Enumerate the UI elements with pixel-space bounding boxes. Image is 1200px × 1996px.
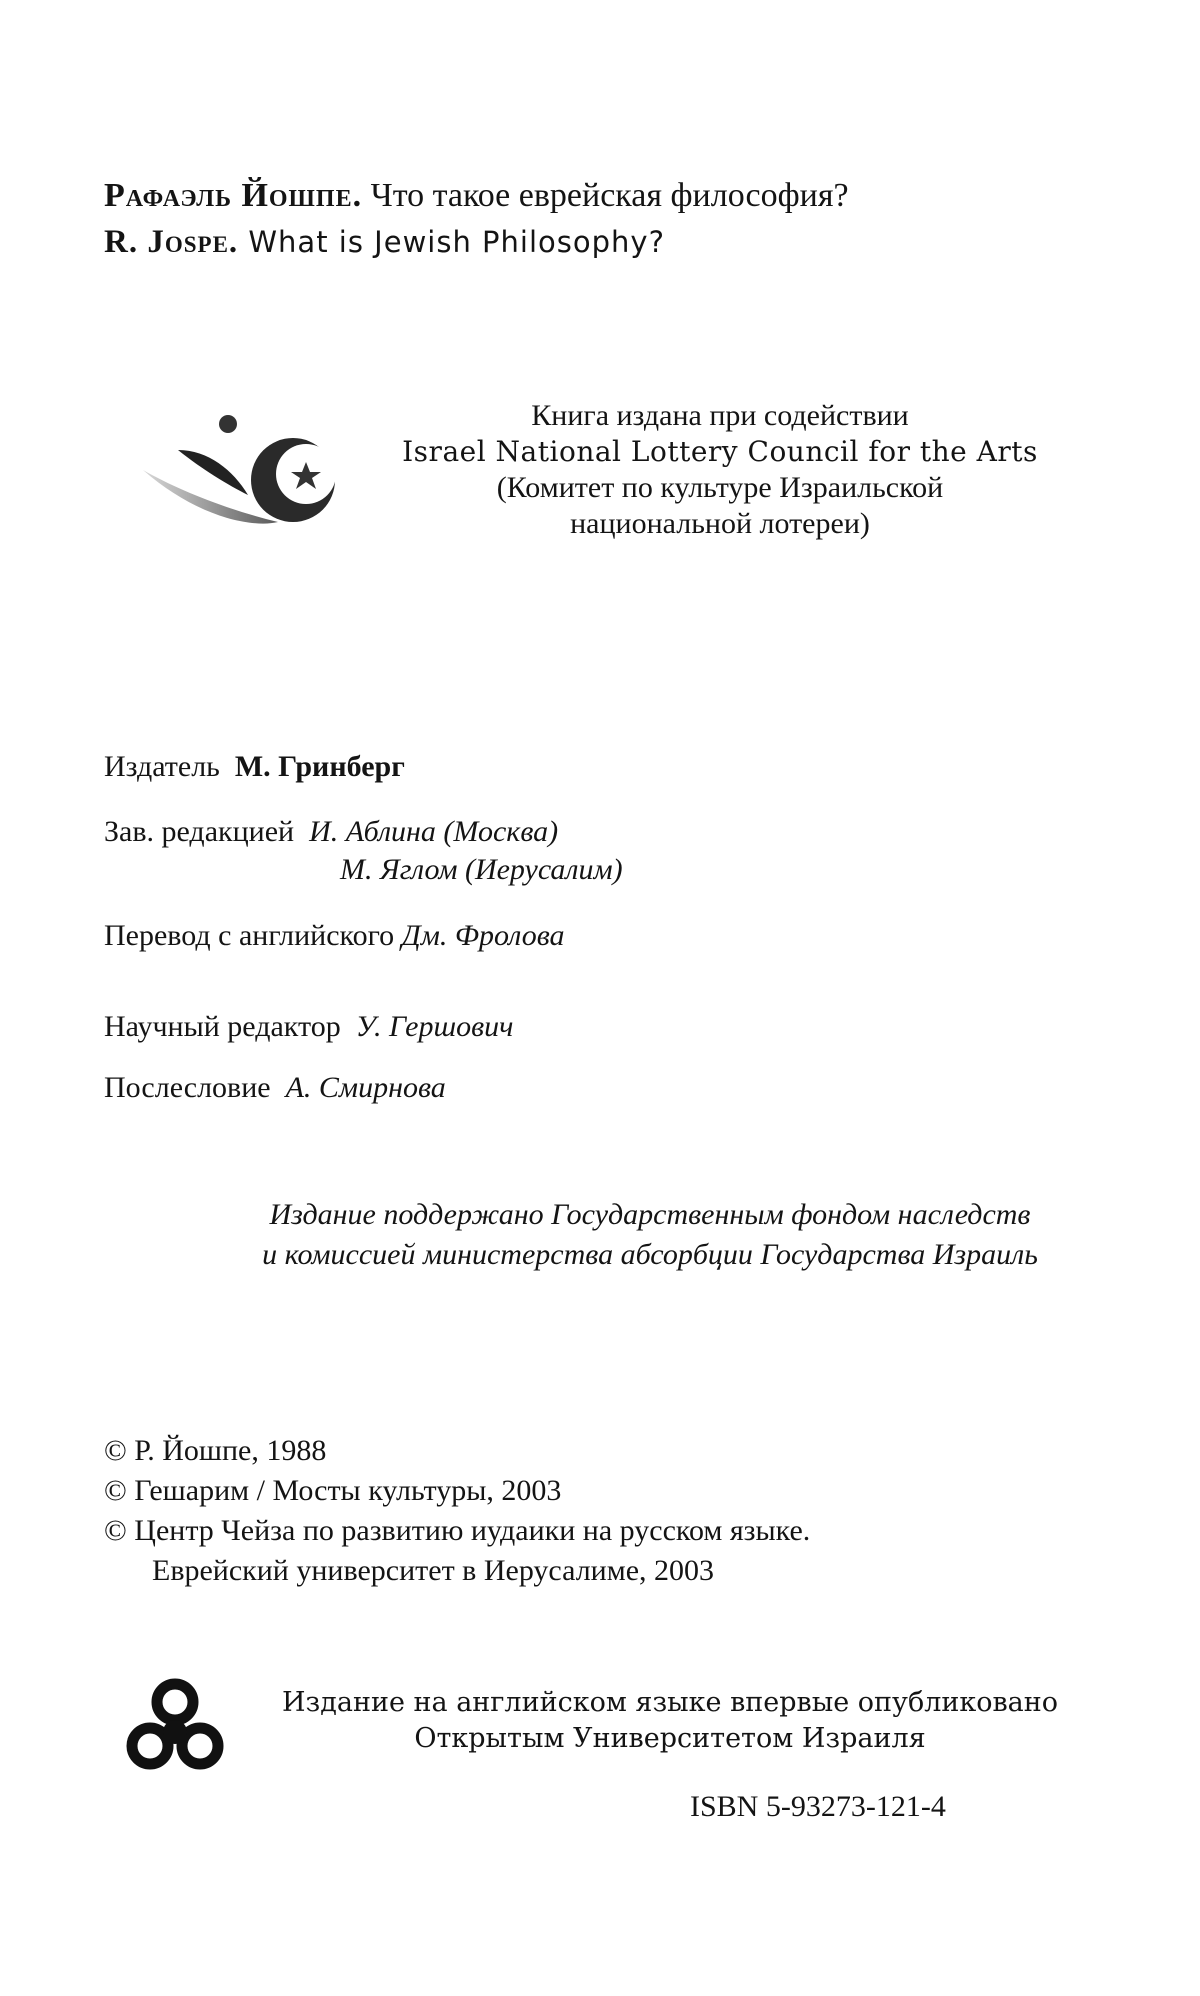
book-title-russian: Что такое еврейская философия?: [370, 177, 849, 214]
title-english: [104, 222, 665, 262]
sponsor-line-3: (Комитет по культуре Израильской: [496, 471, 944, 504]
author-english: R. Jospe.: [104, 224, 239, 260]
sponsor-line-2: Israel National Lottery Council for the Arts: [402, 435, 1038, 468]
support-line-1: Издание поддержано Государственным фондом наследств: [269, 1198, 1031, 1231]
editor-1: И. Аблина (Москва): [309, 815, 559, 848]
editorial-label: Зав. редакцией: [104, 815, 295, 848]
publisher-name: М. Гринберг: [234, 750, 405, 783]
editor-2: М. Яглом (Иерусалим): [340, 853, 623, 886]
copyright-line-1: © Р. Йошпе, 1988: [104, 1434, 327, 1467]
sci-editor: У. Гершович: [355, 1010, 514, 1043]
support-line-2: и комиссией министерства абсорбции Государства Израиль: [262, 1238, 1038, 1271]
editorial-line: [104, 813, 558, 851]
sponsor-line-1: Книга издана при содействии: [531, 399, 909, 432]
author-russian: Рафаэль Йошпе.: [104, 177, 363, 214]
sponsor-block: [380, 398, 1060, 542]
translation-label: Перевод с английского: [104, 919, 395, 952]
sci-editor-label: Научный редактор: [104, 1010, 341, 1043]
sci-editor-line: [104, 1008, 513, 1046]
afterword-label: Послесловие: [104, 1071, 271, 1104]
isbn: ISBN 5-93273-121-4: [690, 1790, 946, 1823]
translation-line: [104, 917, 565, 955]
sponsor-line-4: национальной лотереи): [570, 507, 870, 540]
publisher-line: [104, 748, 405, 786]
publisher-label: Издатель: [104, 750, 220, 783]
afterword-line: [104, 1069, 446, 1107]
book-title-english: What is Jewish Philosophy?: [248, 225, 665, 259]
ou-line-1: Издание на английском языке впервые опубликовано: [281, 1687, 1059, 1718]
afterword-author: А. Смирнова: [285, 1071, 446, 1104]
title-russian: [104, 176, 849, 216]
open-university-note: [240, 1685, 1100, 1757]
support-note: [200, 1195, 1100, 1275]
copyright-line-3: © Центр Чейза по развитию иудаики на русском языке.: [104, 1514, 811, 1547]
copyright-line-2: © Гешарим / Мосты культуры, 2003: [104, 1474, 562, 1507]
ou-line-2: Открытым Университетом Израиля: [414, 1723, 926, 1754]
open-university-logo-icon: [120, 1672, 230, 1782]
copyright-line-4: Еврейский университет в Иерусалиме, 2003: [152, 1554, 715, 1587]
editor-2-line: [340, 851, 623, 889]
lottery-council-logo-icon: [138, 410, 358, 540]
translator: Дм. Фролова: [401, 919, 565, 952]
